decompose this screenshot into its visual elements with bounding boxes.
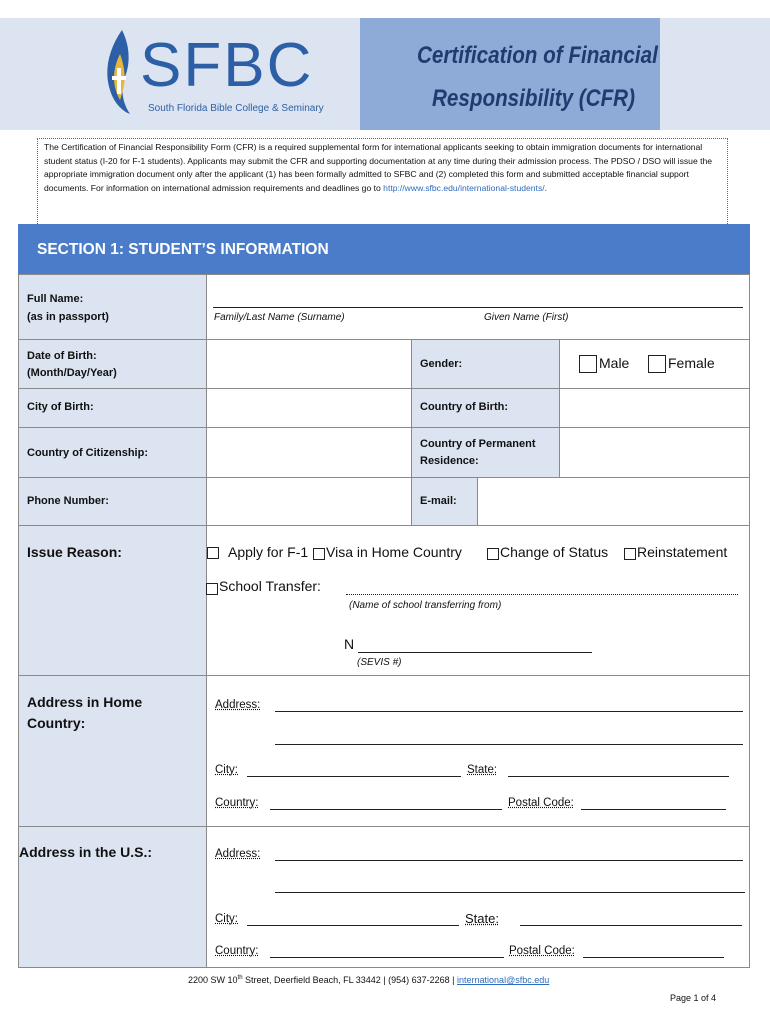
citizenship-label-cell xyxy=(18,427,207,478)
us-state-label: State: xyxy=(465,911,499,926)
gender-label: Gender: xyxy=(420,358,463,370)
us-address-field-cell xyxy=(206,826,750,968)
phone-field[interactable] xyxy=(206,477,412,526)
dob-field[interactable] xyxy=(206,339,412,389)
surname-hint: Family/Last Name (Surname) xyxy=(214,312,345,323)
male-label: Male xyxy=(599,355,630,371)
footer-contact xyxy=(188,975,549,985)
apply-f1-label: Apply for F-1 xyxy=(228,544,309,560)
home-address-field-cell xyxy=(206,675,750,827)
phone-label: Phone Number: xyxy=(27,495,109,507)
gender-label-cell xyxy=(411,339,560,389)
full-name-label: Full Name: xyxy=(27,293,84,305)
us-address-line-2[interactable] xyxy=(275,892,745,893)
home-state-line[interactable] xyxy=(508,776,729,777)
logo-wordmark: SFBC xyxy=(140,31,314,100)
country-of-birth-field[interactable] xyxy=(559,388,750,428)
change-status-label: Change of Status xyxy=(500,544,609,560)
permanent-residence-field[interactable] xyxy=(559,427,750,478)
city-of-birth-field[interactable] xyxy=(206,388,412,428)
school-transfer-hint: (Name of school transferring from) xyxy=(349,600,502,611)
home-country-line[interactable] xyxy=(270,809,502,810)
us-city-label: City: xyxy=(215,913,238,925)
home-address-label-text: Address: xyxy=(215,699,261,711)
permanent-residence-label-cell xyxy=(411,427,560,478)
dob-sublabel: (Month/Day/Year) xyxy=(27,367,117,379)
us-address-label: Address in the U.S.: xyxy=(19,844,153,860)
visa-home-label: Visa in Home Country xyxy=(326,544,462,560)
home-address-label xyxy=(27,692,142,734)
us-country-line[interactable] xyxy=(270,957,504,958)
home-postal-line[interactable] xyxy=(581,809,726,810)
sevis-prefix: N xyxy=(344,636,355,652)
citizenship-label: Country of Citizenship: xyxy=(27,447,148,459)
page-number: Page 1 of 4 xyxy=(670,993,717,1003)
reinstatement-label: Reinstatement xyxy=(637,544,728,560)
email-label: E-mail: xyxy=(420,495,457,507)
us-city-line[interactable] xyxy=(247,925,459,926)
citizenship-field[interactable] xyxy=(206,427,412,478)
us-state-line[interactable] xyxy=(520,925,742,926)
footer-sup: th xyxy=(237,975,243,981)
international-students-link[interactable]: http://www.sfbc.edu/international-students/ xyxy=(383,182,545,193)
country-of-birth-label-cell xyxy=(411,388,560,428)
home-state-label: State: xyxy=(467,764,498,776)
apply-f1-checkbox[interactable] xyxy=(207,547,219,559)
issue-reason-label: Issue Reason: xyxy=(27,544,122,560)
form-title-line-1: Certification of Financial xyxy=(417,42,658,69)
us-country-label: Country: xyxy=(215,945,259,957)
footer-email-link[interactable]: international@sfbc.edu xyxy=(457,975,550,985)
intro-tail: . xyxy=(544,182,548,193)
male-checkbox[interactable] xyxy=(579,355,597,373)
email-field[interactable] xyxy=(477,477,750,526)
home-address-label-cell xyxy=(18,675,207,827)
school-transfer-checkbox[interactable] xyxy=(206,583,218,595)
form-title-line-2: Responsibility (CFR) xyxy=(432,85,635,112)
home-postal-label: Postal Code: xyxy=(508,797,574,809)
section-1-title: SECTION 1: STUDENT’S INFORMATION xyxy=(37,241,329,258)
intro-paragraph xyxy=(37,138,728,238)
home-city-label: City: xyxy=(215,764,238,776)
phone-label-cell xyxy=(18,477,207,526)
change-status-checkbox[interactable] xyxy=(487,548,499,560)
footer-address-rest: Street, Deerfield Beach, FL 33442 | (954) 637-2268 | xyxy=(242,975,458,985)
us-address-label-text: Address: xyxy=(215,848,261,860)
city-of-birth-label-cell xyxy=(18,388,207,428)
us-address-line-1[interactable] xyxy=(275,860,743,861)
sevis-hint: (SEVIS #) xyxy=(357,657,402,668)
us-postal-label: Postal Code: xyxy=(509,945,575,957)
dob-label: Date of Birth: xyxy=(27,350,97,362)
email-label-cell xyxy=(411,477,478,526)
home-address-label-line1: Address in Home xyxy=(27,694,143,710)
footer-address-start: 2200 SW 10 xyxy=(188,975,238,985)
sevis-line[interactable] xyxy=(358,652,592,653)
visa-home-checkbox[interactable] xyxy=(313,548,325,560)
home-address-label-line2: Country: xyxy=(27,715,86,731)
issue-reason-label-cell xyxy=(18,525,207,676)
permanent-residence-label: Country of Permanent xyxy=(420,438,536,450)
us-postal-line[interactable] xyxy=(583,957,724,958)
reinstatement-checkbox[interactable] xyxy=(624,548,636,560)
home-address-line-2[interactable] xyxy=(275,744,743,745)
given-name-hint: Given Name (First) xyxy=(484,312,569,323)
permanent-residence-sublabel: Residence: xyxy=(420,455,479,467)
country-of-birth-label: Country of Birth: xyxy=(420,401,508,413)
logo-subtitle: South Florida Bible College & Seminary xyxy=(148,103,324,114)
home-address-line-1[interactable] xyxy=(275,711,743,712)
female-label: Female xyxy=(668,355,715,371)
flame-cross-logo-icon xyxy=(100,28,140,118)
school-transfer-label: School Transfer: xyxy=(219,578,321,594)
header-title-band xyxy=(360,18,660,130)
full-name-label-cell xyxy=(18,274,207,340)
us-address-label-cell xyxy=(18,826,207,968)
school-transfer-line[interactable] xyxy=(346,594,738,595)
full-name-line xyxy=(213,307,743,308)
dob-label-cell xyxy=(18,339,207,389)
female-checkbox[interactable] xyxy=(648,355,666,373)
full-name-sublabel: (as in passport) xyxy=(27,311,109,323)
home-country-label: Country: xyxy=(215,797,259,809)
city-of-birth-label: City of Birth: xyxy=(27,401,94,413)
intro-text: The Certification of Financial Responsibility Form (CFR) is a required supplemental form for international applicants seeking to obtain immigration documents for international student status (I-20 for F-1 students). Applicants may submit the CFR and supporting documentation at any time during their admission process. The PDSO / DSO will issue the appropriate immigration document only after the applicant (1) has been formally admitted to SFBC and (2) completed this form and submitted acceptable financial support documents. For information on international admission requirements and deadlines go to xyxy=(44,142,713,193)
home-city-line[interactable] xyxy=(247,776,461,777)
